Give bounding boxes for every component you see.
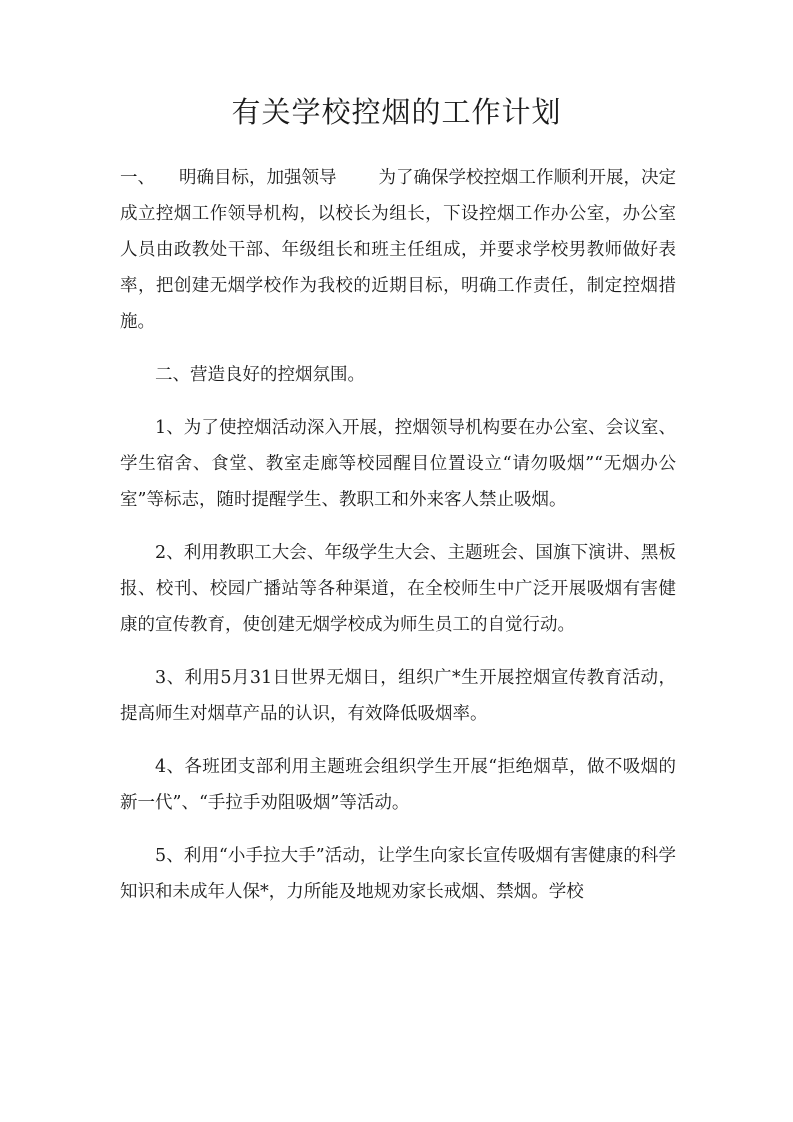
section-2-heading: 二、营造良好的控烟氛围。: [155, 365, 365, 385]
document-body: [120, 160, 676, 927]
list-item-3: 3、利用5月31日世界无烟日，组织广*生开展控烟宣传教育活动，提高师生对烟草产品的认识，有效降低吸烟率。: [120, 668, 676, 724]
document-title: 有关学校控烟的工作计划: [231, 95, 562, 129]
section-1-number: 一、: [120, 168, 155, 188]
section-1-paragraph: [120, 160, 676, 340]
list-item-1: 1、为了使控烟活动深入开展，控烟领导机构要在办公室、会议室、学生宿舍、食堂、教室走廊等校园醒目位置设立“请勿吸烟”“无烟办公室”等标志，随时提醒学生、教职工和外来客人禁止吸烟。: [120, 418, 676, 510]
section-1-heading: 明确目标，加强领导: [179, 168, 337, 188]
list-item-5: 5、利用“小手拉大手”活动，让学生向家长宣传吸烟有害健康的科学知识和未成年人保*，力所能及地规劝家长戒烟、禁烟。学校: [120, 846, 676, 902]
list-item-2: 2、利用教职工大会、年级学生大会、主题班会、国旗下演讲、黑板报、校刊、校园广播站等各种渠道，在全校师生中广泛开展吸烟有害健康的宣传教育，使创建无烟学校成为师生员工的自觉行动。: [120, 543, 676, 635]
list-item-4: 4、各班团支部利用主题班会组织学生开展“拒绝烟草，做不吸烟的新一代”、“手拉手劝阻吸烟”等活动。: [120, 757, 676, 813]
section-1-text: 为了确保学校控烟工作顺利开展，决定成立控烟工作领导机构，以校长为组长，下设控烟工作办公室，办公室人员由政教处干部、年级组长和班主任组成，并要求学校男教师做好表率，把创建无烟学校作为我校的近期目标，明确工作责任，制定控烟措施。: [120, 168, 676, 332]
